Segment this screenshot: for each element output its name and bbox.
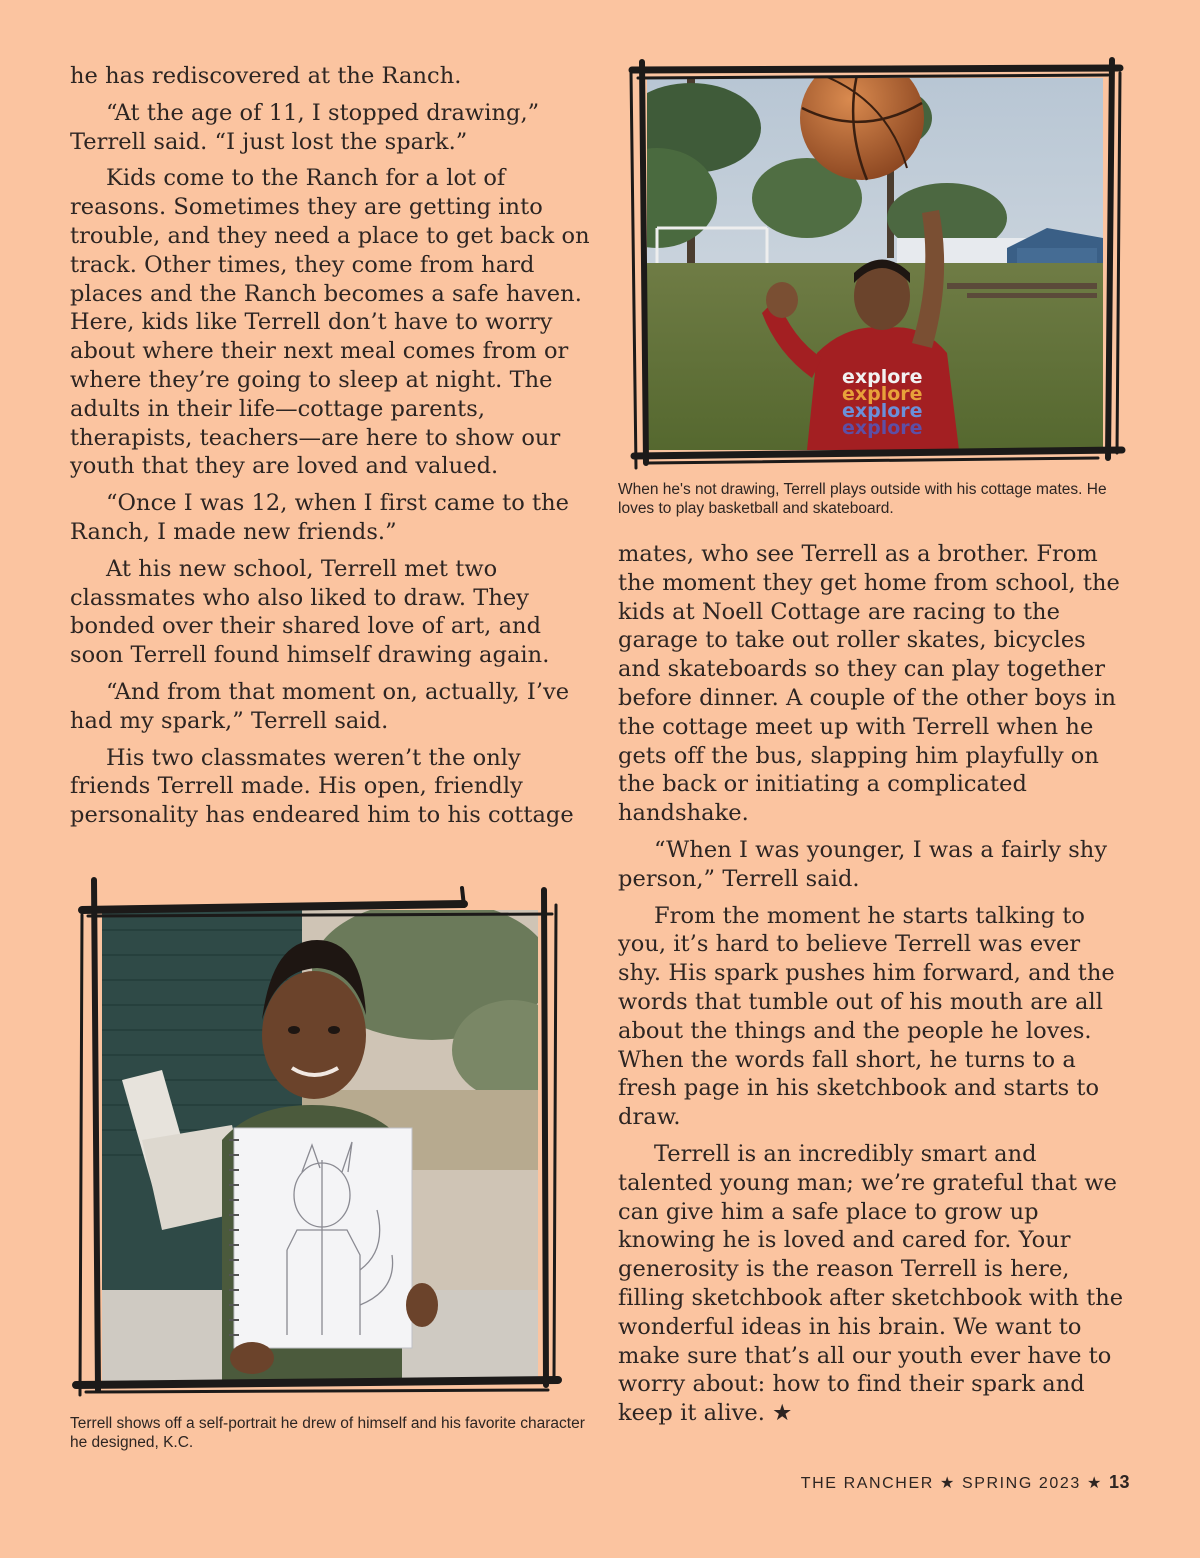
issue-label: SPRING 2023 (961, 1475, 1081, 1492)
sketch-frame-border (628, 58, 1128, 473)
right-column (618, 540, 1128, 1436)
right-column-paragraph: “When I was younger, I was a fairly shy person,” Terrell said. (618, 836, 1108, 892)
right-column-paragraph: Terrell is an incredibly smart and talented young man; we’re grateful that we can give him a safe place to grow up knowing he is loved and cared for. Your generosity is the reason Terrell is here, filling sketchbook after sketchbook with the wonderful ideas in his brain. We want to make sure that’s all our youth ever have to worry about: how to find their spark and keep it alive. ★ (618, 1140, 1124, 1427)
sketch-frame-border (74, 880, 564, 1400)
left-column-paragraph: At his new school, Terrell met two classmates who also liked to draw. They bonded over their shared love of art, and soon Terrell found himself drawing again. (70, 555, 550, 669)
hoodie-text-1: explore (842, 366, 923, 388)
footer-star-separator: ★ (939, 1475, 956, 1492)
portrait-photo-caption: Terrell shows off a self-portrait he drew of himself and his favorite character he designed, K.C. (70, 1415, 585, 1451)
right-column-paragraph: From the moment he starts talking to you, it’s hard to believe Terrell was ever shy. His spark pushes him forward, and the words that tumble out of his mouth are all about the things and the people he loves. When the words fall short, he turns to a fresh page in his sketchbook and starts to draw. (618, 902, 1115, 1131)
left-column-paragraph: Kids come to the Ranch for a lot of reasons. Sometimes they are getting into trouble, and they need a place to get back on track. Other times, they come from hard places and the Ranch becomes a safe haven. Here, kids like Terrell don’t have to worry about where their next meal comes from or where they’re going to sleep at night. The adults in their life—cottage parents, therapists, teachers—are here to show our youth that they are loved and valued. (70, 165, 590, 480)
footer-star-separator: ★ (1086, 1475, 1103, 1492)
hoodie-text-2: explore (842, 383, 923, 405)
hoodie-text-4: explore (842, 417, 923, 439)
basketball-photo-frame (628, 58, 1128, 473)
left-column (70, 62, 590, 838)
left-column-paragraph: His two classmates weren’t the only friends Terrell made. His open, friendly personality has endeared him to his cottage (70, 744, 574, 829)
right-column-paragraph: mates, who see Terrell as a brother. From the moment they get home from school, the kids at Noell Cottage are racing to the garage to take out roller skates, bicycles and skateboards so they can play together before dinner. A couple of the other boys in the cottage meet up with Terrell when he gets off the bus, slapping him playfully on the back or initiating a complicated handshake. (618, 541, 1120, 827)
left-column-paragraph: “And from that moment on, actually, I’ve had my spark,” Terrell said. (70, 678, 570, 734)
left-column-paragraph: “At the age of 11, I stopped drawing,” Terrell said. “I just lost the spark.” (70, 99, 540, 155)
left-column-paragraph: “Once I was 12, when I first came to the Ranch, I made new friends.” (70, 490, 570, 545)
page-footer (801, 1472, 1130, 1493)
basketball-photo-caption: When he's not drawing, Terrell plays outside with his cottage mates. He loves to play basketball and skateboard. (618, 481, 1107, 517)
publication-name: THE RANCHER (800, 1475, 934, 1492)
portrait-photo-frame (74, 880, 564, 1400)
left-column-paragraph: he has rediscovered at the Ranch. (70, 63, 462, 89)
hoodie-text-3: explore (842, 400, 923, 422)
page-number: 13 (1108, 1472, 1130, 1492)
